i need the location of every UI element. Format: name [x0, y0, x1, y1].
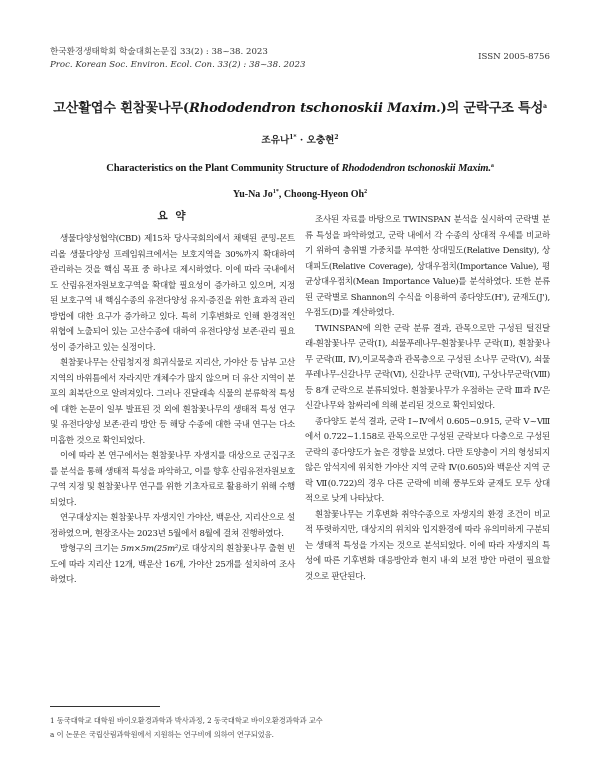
abstract-paragraph-7: TWINSPAN에 의한 군락 분류 결과, 관목으로만 구성된 털진달래-흰참꽃나무 군락(Ⅰ), 쇠물푸레나무-흰참꽃나무 군락(Ⅱ), 흰참꽃나무 군락(Ⅲ, Ⅳ),이교목층과 관목층으로 구성된 소나무 군락(Ⅴ), 쇠물푸레나무-신갈나무 군락(Ⅵ), 신갈나무 군락(Ⅶ), 구상나무군락(Ⅷ) 등 8개 군락으로 분류되었다. 흰참꽃나무가 우점하는 군락 Ⅲ과 Ⅳ은 신갈나무와 참싸리에 의해 분리된 것으로 확인되었다.: [305, 323, 550, 411]
footnote-funding: a 이 논문은 국립산림과학원에서 지원하는 연구비에 의하여 연구되었음.: [50, 730, 274, 739]
title-korean-scientific-name: Rhododendron tschonoskii Maxim.: [188, 101, 441, 116]
abstract-left-column: [50, 232, 295, 589]
title-korean: [0, 97, 600, 116]
author-2-en: Choong-Hyeon Oh: [283, 189, 365, 200]
abstract-paragraph-5-start: 방형구의 크기는: [60, 544, 121, 554]
abstract-paragraph-1: 생물다양성협약(CBD) 제15차 당사국회의에서 채택된 쿤밍-몬트리올 생물다양성 프레임워크에서는 보호지역을 30%까지 확대하여 관리하는 것을 핵심 목표 중 하나로 제시하였다. 이에 따라 국내에서도 산림유전자원보호구역을 확대할 필요성이 증가하고 있으며, 지정된 보호구역 내 핵심수종의 유전다양성 유지·증진을 위한 효과적 관리 방법에 대한 요구가 증가하고 있다. 특히 기후변화로 인해 환경적인 위협에 노출되어 있는 고산수종에 대하여 유전다양성 보존·관리 필요성이 증가하고 있는 실정이다.: [50, 234, 295, 353]
title-english-prefix: Characteristics on the Plant Community Structure of: [106, 163, 342, 174]
author-1-ko: 조유나: [261, 135, 290, 146]
authors-korean: [0, 132, 600, 146]
title-korean-prefix: 고산활엽수 흰참꽃나무(: [53, 101, 189, 116]
title-english-scientific-name: Rhododendron tschonoskii Maxim.: [341, 163, 491, 174]
abstract-paragraph-4: 연구대상지는 흰참꽃나무 자생지인 가야산, 백운산, 지리산으로 설정하였으며, 현장조사는 2023년 5월에서 8월에 걸쳐 진행하였다.: [50, 513, 295, 539]
author-separator-en: ,: [278, 189, 284, 200]
abstract-paragraph-6: 조사된 자료를 바탕으로 TWINSPAN 분석을 실시하여 군락별 분류 특성을 파악하였고, 군락 내에서 각 수종의 상대적 우세를 비교하기 위하여 층위별 가중치를 부여한 상대밀도(Relative Density), 상대피도(Relative Coverage), 상대우점치(Importance Value), 평균상대우점치(Mean Importance Value)를 분석하였다. 또한 분류된 군락별로 Shannon의 수식을 이용하여 종다양도(H'), 균재도(J'), 우점도(D)를 계산하였다.: [305, 215, 550, 318]
author-separator-ko: ·: [296, 135, 307, 146]
author-2-ko-mark: 2: [334, 134, 339, 141]
abstract-right-column: [305, 213, 550, 585]
quadrat-size: 5m×5m(25m²): [120, 544, 182, 554]
issn: ISSN 2005-8756: [478, 52, 550, 62]
title-english-footnote-mark: a: [490, 163, 494, 169]
abstract-paragraph-5: [50, 542, 295, 589]
author-2-ko: 오충현: [306, 135, 335, 146]
title-english: [0, 163, 600, 174]
author-1-ko-mark: 1*: [289, 134, 297, 141]
abstract-paragraph-3: 이에 따라 본 연구에서는 흰참꽃나무 자생지를 대상으로 군집구조를 분석을 통해 생태적 특성을 파악하고, 이를 향후 산림유전자원보호구역 지정 및 흰참꽃나무 연구를 위한 기초자료로 활용하기 위해 수행되었다.: [50, 451, 295, 508]
author-1-en: Yu-Na Jo: [232, 189, 273, 200]
abstract-paragraph-8: 종다양도 분석 결과, 군락 Ⅰ~Ⅳ에서 0.605~0.915, 군락 Ⅴ~Ⅷ에서 0.722~1.158로 관목으로만 구성된 군락보다 다층으로 구성된 군락의 종다양도가 높은 경향을 보였다. 다만 토양층이 거의 형성되지 않은 암석지에 위치한 가야산 지역 군락 Ⅳ(0.605)와 백운산 지역 군락 Ⅶ(0.722)의 경우 다른 군락에 비해 풍부도와 균재도 모두 상대적으로 낮게 나타났다.: [305, 416, 550, 504]
footnote-divider: [50, 706, 160, 707]
journal-citation-ko: 한국환경생태학회 학술대회논문집 33(2) : 38~38. 2023: [50, 47, 268, 57]
abstract-paragraph-9: 흰참꽃나무는 기후변화 취약수종으로 자생지의 환경 조건이 비교적 뚜렷하지만, 대상지의 위치와 입지환경에 따라 유의미하게 구분되는 생태적 특성을 가지는 것으로 분석되었다. 이에 따라 자생지의 특성에 따른 기후변화 대응방안과 현지 내·외 보전 방안 마련이 필요할 것으로 판단된다.: [305, 509, 550, 582]
abstract-paragraph-2: 흰참꽃나무는 산림청지정 희귀식물로 지리산, 가야산 등 남부 고산지역의 바위틈에서 자라지만 개체수가 많지 않으며 더 유산 지역이 분포의 최북단으로 알려져있다. 그러나 진달래속 식물의 분류학적 특성에 대한 논문이 일부 발표된 것 외에 흰참꽃나무의 생태적 특성 연구 및 유전다양성 보존·관리 방안 등 해당 수종에 대한 국내 연구는 다소 미흡한 것으로 확인되었다.: [50, 358, 295, 446]
abstract-heading: 요 약: [157, 210, 188, 222]
footnote-affiliations: 1 동국대학교 대학원 바이오환경과학과 박사과정, 2 동국대학교 바이오환경과학과 교수: [50, 716, 323, 725]
author-1-en-mark: 1*: [272, 189, 279, 195]
title-korean-suffix: )의 군락구조 특성: [440, 101, 544, 116]
abstract-paragraph-5-end: 로 대상지의 흰참꽃나무 출현 빈도에 따라 지리산 12개, 백운산 16개, 가야산 25개를 설치하여 조사하였다.: [50, 544, 295, 585]
journal-citation-en: Proc. Korean Soc. Environ. Ecol. Con. 33(2) : 38~38. 2023: [50, 60, 306, 70]
title-korean-footnote-mark: a: [543, 103, 547, 110]
author-2-en-mark: 2: [364, 189, 368, 195]
authors-english: [0, 189, 600, 200]
